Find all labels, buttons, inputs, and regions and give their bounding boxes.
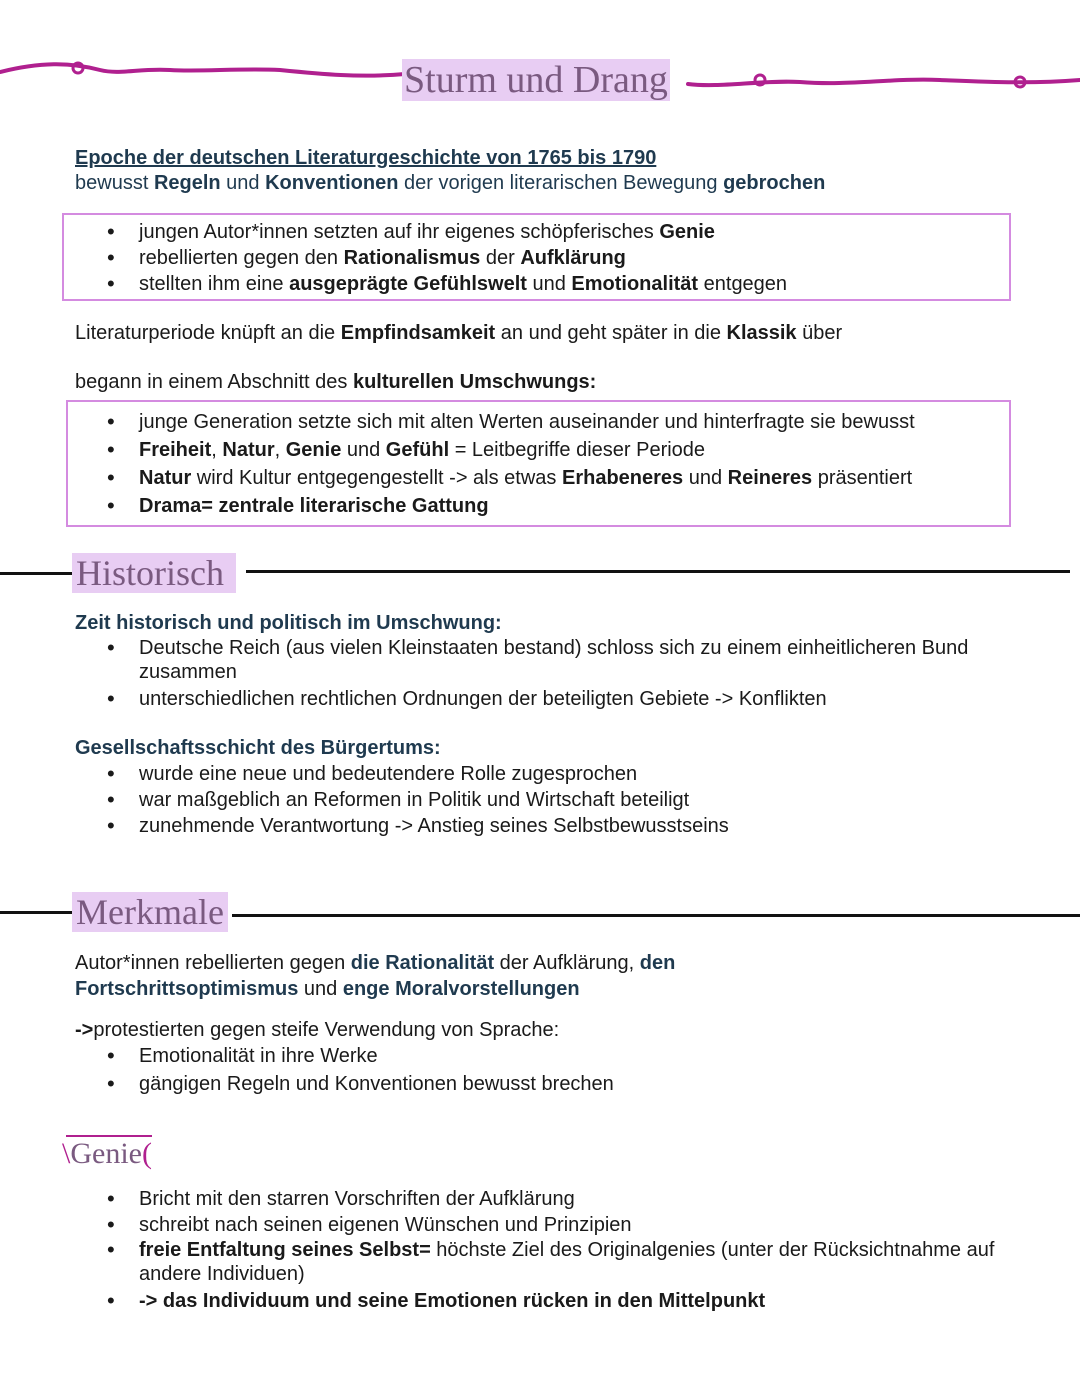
page-title-text: Sturm und Drang [404,59,668,101]
list-item: • gängigen Regeln und Konventionen bewusst brechen [75,1071,614,1097]
list-item: • zunehmende Verantwortung -> Anstieg seines Selbstbewusstseins [75,813,729,839]
merkmale-line1: Autor*innen rebellierten gegen die Rationalität der Aufklärung, den [75,952,676,974]
genie-list [75,1186,1035,1314]
section-rule-historisch [246,570,1070,573]
paragraph-empfindsamkeit: Literaturperiode knüpft an die Empfindsamkeit an und geht später in die Klassik über [75,322,843,344]
list-item: • Emotionalität in ihre Werke [75,1043,614,1069]
list-item: • -> das Individuum und seine Emotionen rücken in den Mittelpunkt [75,1288,1035,1314]
section-rule-historisch-left [0,572,72,575]
box-1-list [75,219,787,297]
list-item: • jungen Autor*innen setzten auf ihr eigenes schöpferisches Genie [75,219,787,245]
intro-line: bewusst Regeln und Konventionen der vorigen literarischen Bewegung gebrochen [75,172,826,194]
list-item: • junge Generation setzte sich mit alten Werten auseinander und hinterfragte sie bewusst [75,408,915,436]
historisch-list2 [75,761,729,839]
heading-historisch [72,553,236,593]
list-item: • Natur wird Kultur entgegengestellt -> als etwas Erhabeneres und Reineres präsentiert [75,464,915,492]
list-item: • rebellierten gegen den Rationalismus der Aufklärung [75,245,787,271]
list-item: • wurde eine neue und bedeutendere Rolle zugesprochen [75,761,729,787]
genie-underline [64,1134,156,1174]
historisch-list1 [75,636,995,712]
heading-genie-text: Genie [70,1137,142,1170]
list-item: • schreibt nach seinen eigenen Wünschen und Prinzipien [75,1212,1035,1238]
merkmale-list [75,1043,614,1097]
heading-genie: \Genie( [62,1137,152,1170]
list-item: • freie Entfaltung seines Selbst= höchste Ziel des Originalgenies (unter der Rücksichtnahme auf andere Individuen) [75,1238,1035,1286]
list-item: • stellten ihm eine ausgeprägte Gefühlswelt und Emotionalität entgegen [75,271,787,297]
section-rule-merkmale [232,914,1080,917]
historisch-sub1: Zeit historisch und politisch im Umschwung: [75,612,502,634]
historisch-sub2: Gesellschaftsschicht des Bürgertums: [75,737,441,759]
list-item: • Freiheit, Natur, Genie und Gefühl = Leitbegriffe dieser Periode [75,436,915,464]
box-2-list [75,408,915,520]
paragraph-umschwung: begann in einem Abschnitt des kulturellen Umschwungs: [75,371,597,393]
intro-heading: Epoche der deutschen Literaturgeschichte von 1765 bis 1790 [75,147,657,169]
merkmale-protest: ->protestierten gegen steife Verwendung von Sprache: [75,1019,560,1041]
page-title [402,60,670,100]
merkmale-line2: Fortschrittsoptimismus und enge Moralvorstellungen [75,978,580,1000]
list-item: • Deutsche Reich (aus vielen Kleinstaaten bestand) schloss sich zu einem einheitlicheren Bund zusammen [75,636,995,684]
list-item: • Bricht mit den starren Vorschriften der Aufklärung [75,1186,1035,1212]
list-item: • Drama= zentrale literarische Gattung [75,492,915,520]
heading-merkmale [72,892,228,932]
list-item: • war maßgeblich an Reformen in Politik und Wirtschaft beteiligt [75,787,729,813]
list-item: • unterschiedlichen rechtlichen Ordnungen der beteiligten Gebiete -> Konflikten [75,686,995,712]
heading-historisch-text: Historisch [72,553,236,593]
section-rule-merkmale-left [0,911,72,914]
heading-merkmale-text: Merkmale [72,892,228,932]
